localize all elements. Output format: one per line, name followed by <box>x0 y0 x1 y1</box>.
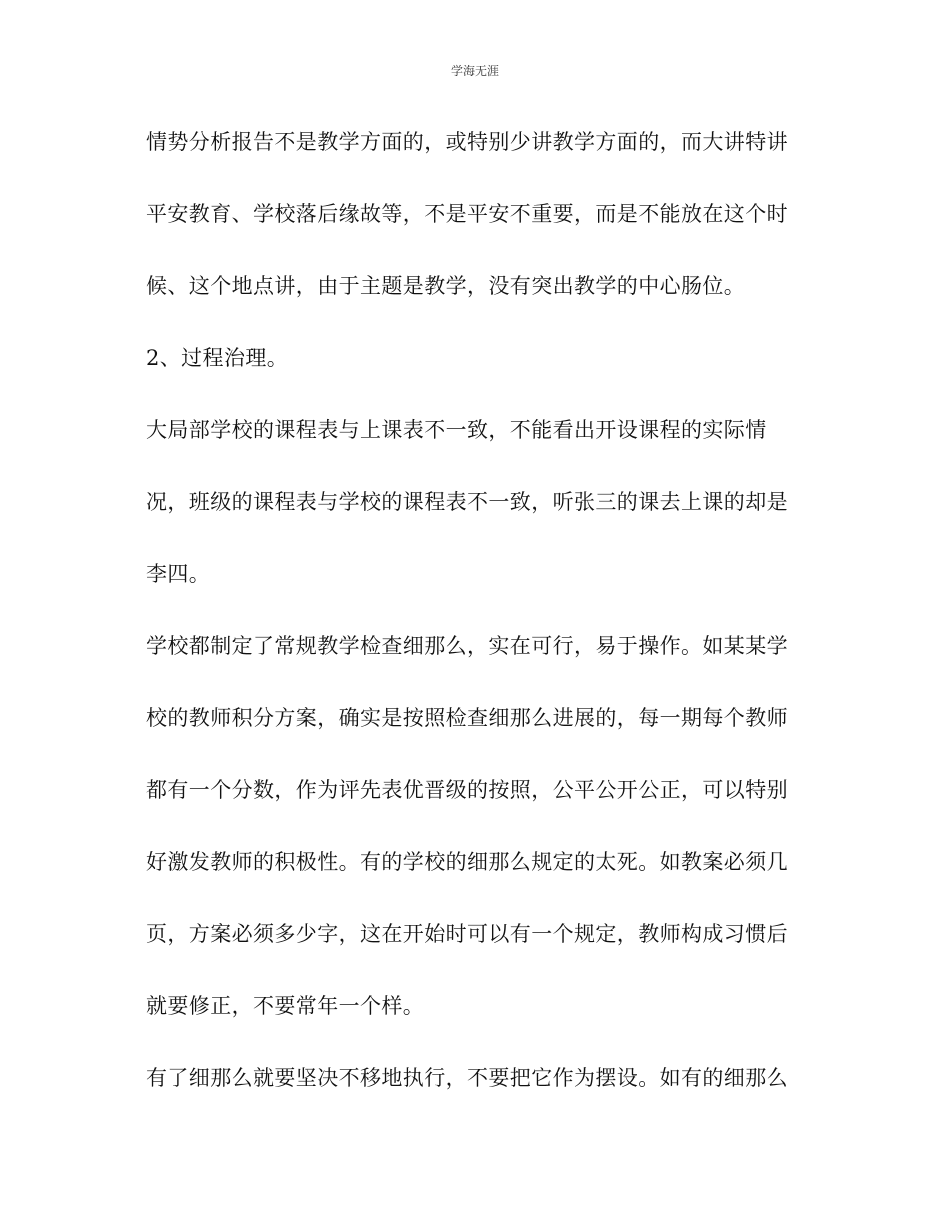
text-line: 好激发教师的积极性。有的学校的细那么规定的太死。如教案必须几 <box>146 850 788 874</box>
text-line: 李四。 <box>146 562 211 586</box>
document-body <box>146 124 806 1132</box>
section-heading: 2、过程治理。 <box>146 346 289 370</box>
text-line: 校的教师积分方案，确实是按照检查细那么进展的，每一期每个教师 <box>146 706 788 730</box>
text-line: 情势分析报告不是教学方面的，或特别少讲教学方面的，而大讲特讲 <box>146 130 788 154</box>
text-line: 候、这个地点讲，由于主题是教学，没有突出教学的中心肠位。 <box>146 274 746 298</box>
text-line: 都有一个分数，作为评先表优晋级的按照，公平公开公正，可以特别 <box>146 778 788 802</box>
text-line: 有了细那么就要坚决不移地执行，不要把它作为摆设。如有的细那么 <box>146 1066 788 1090</box>
text-line: 平安教育、学校落后缘故等，不是平安不重要，而是不能放在这个时 <box>146 202 788 226</box>
text-line: 学校都制定了常规教学检查细那么，实在可行，易于操作。如某某学 <box>146 634 788 658</box>
text-line: 大局部学校的课程表与上课表不一致，不能看出开设课程的实际情 <box>146 418 767 442</box>
text-line: 就要修正，不要常年一个样。 <box>146 994 425 1018</box>
text-line: 页，方案必须多少字，这在开始时可以有一个规定，教师构成习惯后 <box>146 922 788 946</box>
page-header: 学海无涯 <box>450 64 499 78</box>
text-line: 况，班级的课程表与学校的课程表不一致，听张三的课去上课的却是 <box>146 490 788 514</box>
